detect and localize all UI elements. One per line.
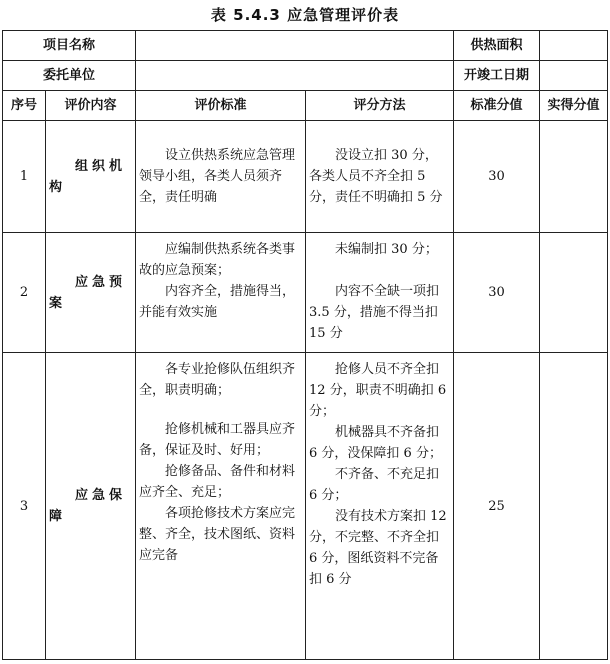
standard-paragraph: 各专业抢修队伍组织齐全，职责明确； [139,362,296,398]
row-standard [136,353,306,660]
evaluation-table [2,30,608,660]
table-row [3,353,608,660]
row-content [46,233,136,353]
dates-value [540,61,608,91]
method-paragraph: 内容不全缺一项扣 3.5 分，措施不得当扣 15 分 [309,284,440,341]
row-number: 3 [3,353,46,660]
heating-area-label: 供热面积 [454,31,540,61]
row-standard [136,233,306,353]
standard-paragraph: 抢修机械和工器具应齐备，保证及时、好用； [139,422,296,458]
row-content-text: 组织机构 [49,158,127,195]
method-paragraph: 抢修人员不齐全扣 12 分，职责不明确扣 6 分； [309,362,447,419]
col-header-standard: 评价标准 [136,91,306,121]
col-header-content: 评价内容 [46,91,136,121]
row-score: 30 [454,121,540,233]
standard-paragraph: 内容齐全，措施得当，并能有效实施 [139,284,296,320]
table-row [3,121,608,233]
col-header-score: 标准分值 [454,91,540,121]
row-content-text: 应急保障 [49,488,127,524]
col-header-method: 评分方法 [306,91,454,121]
table-title: 表 5.4.3 应急管理评价表 [210,6,400,24]
table-row [3,233,608,353]
row-number: 2 [3,233,46,353]
method-paragraph: 机械器具不齐备扣 6 分，没保障扣 6 分； [309,425,442,461]
row-actual [540,353,608,660]
row-content-text: 应急预案 [49,274,127,311]
row-actual [540,233,608,353]
row-actual [540,121,608,233]
row-method [306,233,454,353]
standard-paragraph: 抢修备品、备件和材料应齐全、充足； [139,464,296,500]
method-paragraph: 不齐备、不充足扣 6 分； [309,467,440,503]
project-name-label: 项目名称 [3,31,136,61]
row-content [46,353,136,660]
col-header-actual: 实得分值 [540,91,608,121]
client-value [136,61,454,91]
row-score: 30 [454,233,540,353]
standard-paragraph: 应编制供热系统各类事故的应急预案； [139,242,296,278]
row-score: 25 [454,353,540,660]
standard-paragraph: 设立供热系统应急管理领导小组，各类人员须齐全，责任明确 [139,148,296,205]
project-name-row [3,31,608,61]
col-header-no: 序号 [3,91,46,121]
row-content [46,121,136,233]
method-paragraph: 未编制扣 30 分； [335,242,438,257]
project-name-value [136,31,454,61]
column-header-row [3,91,608,121]
client-row [3,61,608,91]
row-standard [136,121,306,233]
row-method [306,353,454,660]
row-method [306,121,454,233]
standard-paragraph: 各项抢修技术方案应完整、齐全，技术图纸、资料应完备 [139,506,296,563]
dates-label: 开竣工日期 [454,61,540,91]
heating-area-value [540,31,608,61]
client-label: 委托单位 [3,61,136,91]
row-number: 1 [3,121,46,233]
method-paragraph: 没设立扣 30 分，各类人员不齐全扣 5 分，责任不明确扣 5 分 [309,148,443,205]
method-paragraph: 没有技术方案扣 12 分，不完整、不齐全扣 6 分，图纸资料不完备扣 6 分 [309,509,447,587]
